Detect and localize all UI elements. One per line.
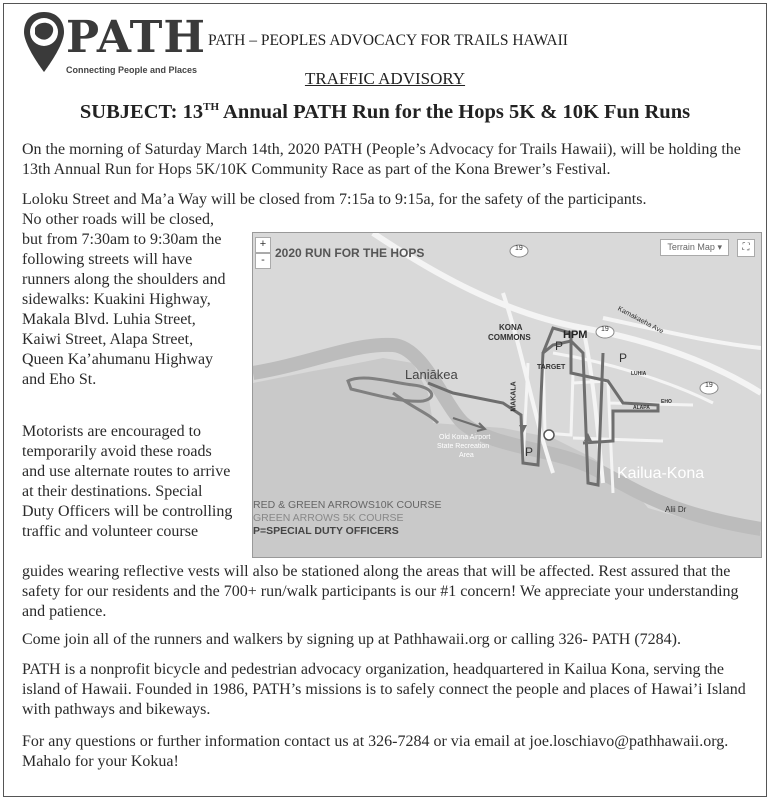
place-kailua-kona: Kailua-Kona bbox=[617, 465, 705, 482]
paragraph-streets: No other roads will be closed, but from 7:30am to 9:30am the following streets will have runners along the shoulders and sidewalks: Kuakini Highway, Makala Blvd. Luhia Street, Kaiwi Street, Alapa Street, Queen Ka’ahumanu Highway and Eho St. bbox=[22, 211, 226, 388]
paragraph-about: PATH is a nonprofit bicycle and pedestrian advocacy organization, headquartered in Kailua Kona, serving the island of Hawaii. Founded in 1986, PATH’s missions is to safely connect the people and places of Hawai’i Island with pathways and bikeways. bbox=[22, 661, 746, 718]
map-pin-icon bbox=[22, 10, 66, 76]
officer-marker: P bbox=[555, 339, 564, 353]
org-name: PATH – PEOPLES ADVOCACY FOR TRAILS HAWAII bbox=[208, 32, 568, 49]
zoom-in-button[interactable]: + bbox=[255, 237, 271, 253]
label-alii-dr: Alii Dr bbox=[665, 505, 687, 514]
paragraph-signup: Come join all of the runners and walkers by signing up at Pathhawaii.org or calling 326- PATH (7284). bbox=[22, 631, 682, 648]
officer-marker: P bbox=[525, 445, 534, 459]
fullscreen-icon[interactable]: ⛶ bbox=[737, 239, 755, 257]
paragraph-contact: For any questions or further information contact us at 326-7284 or via email at joe.loschiavo@pathhawaii.org. Mahalo for your Kokua! bbox=[22, 733, 729, 770]
officer-marker: P bbox=[619, 351, 628, 365]
label-airport-3: Area bbox=[459, 452, 474, 459]
chevron-down-icon: ▾ bbox=[717, 242, 722, 252]
label-airport-2: State Recreation bbox=[437, 443, 490, 450]
paragraph-closures: Loloku Street and Ma’a Way will be closed from 7:15a to 9:15a, for the safety of the participants. bbox=[22, 191, 647, 208]
label-kamakaeha: Kamakaeha Ave bbox=[616, 305, 665, 336]
label-eho: EHO bbox=[661, 399, 672, 405]
subject-superscript: TH bbox=[203, 101, 220, 113]
label-hpm: HPM bbox=[563, 329, 588, 341]
route-19-shield-right: 19 bbox=[705, 382, 713, 389]
paragraph-guides: guides wearing reflective vests will also be stationed along the areas that will be affected. Rest assured that the safety for our residents and the 700+ run/walk participants is our #1 concern! We appreciate your understanding and patience. bbox=[22, 563, 739, 620]
subject-rest: Annual PATH Run for the Hops 5K & 10K Fun Runs bbox=[219, 101, 691, 123]
route-19-shield-top: 19 bbox=[515, 245, 523, 252]
label-commons: COMMONS bbox=[488, 333, 531, 342]
label-alapa: ALAPA bbox=[633, 405, 650, 411]
logo-tagline: Connecting People and Places bbox=[66, 65, 198, 75]
subject-line bbox=[0, 101, 770, 124]
logo-wordmark: PATH bbox=[66, 12, 206, 63]
label-kona: KONA bbox=[499, 323, 523, 332]
label-luhia: LUHIA bbox=[631, 371, 647, 377]
paragraph-motorists: Motorists are encouraged to temporarily avoid these roads and use alternate routes to arrive at their destinations. Special Duty Officers will be controlling traffic and volunteer course bbox=[22, 423, 233, 540]
label-makala: MAKALA bbox=[510, 381, 518, 412]
label-airport-1: Old Kona Airport bbox=[439, 434, 491, 441]
route-19-shield-mid: 19 bbox=[601, 326, 609, 333]
terrain-map-label: Terrain Map bbox=[667, 242, 715, 252]
course-map[interactable] bbox=[252, 232, 762, 558]
map-title: 2020 RUN FOR THE HOPS bbox=[275, 246, 425, 260]
place-laniakea: Laniākea bbox=[405, 367, 458, 382]
legend-10k: RED & GREEN ARROWS10K COURSE bbox=[253, 499, 442, 511]
path-logo bbox=[22, 10, 206, 76]
paragraph-intro: On the morning of Saturday March 14th, 2020 PATH (People’s Advocacy for Trails Hawaii), will be holding the 13th Annual Run for Hops 5K/10K Community Race as part of the Kona Brewer’s Festival. bbox=[22, 141, 741, 178]
label-target: TARGET bbox=[537, 364, 566, 371]
terrain-map-dropdown[interactable] bbox=[660, 239, 729, 256]
legend-officers: P=SPECIAL DUTY OFFICERS bbox=[253, 525, 399, 537]
subject-prefix: SUBJECT: 13 bbox=[79, 101, 204, 123]
legend-5k: GREEN ARROWS 5K COURSE bbox=[253, 512, 404, 524]
zoom-out-button[interactable]: - bbox=[255, 253, 271, 269]
advisory-heading: TRAFFIC ADVISORY bbox=[304, 69, 466, 88]
